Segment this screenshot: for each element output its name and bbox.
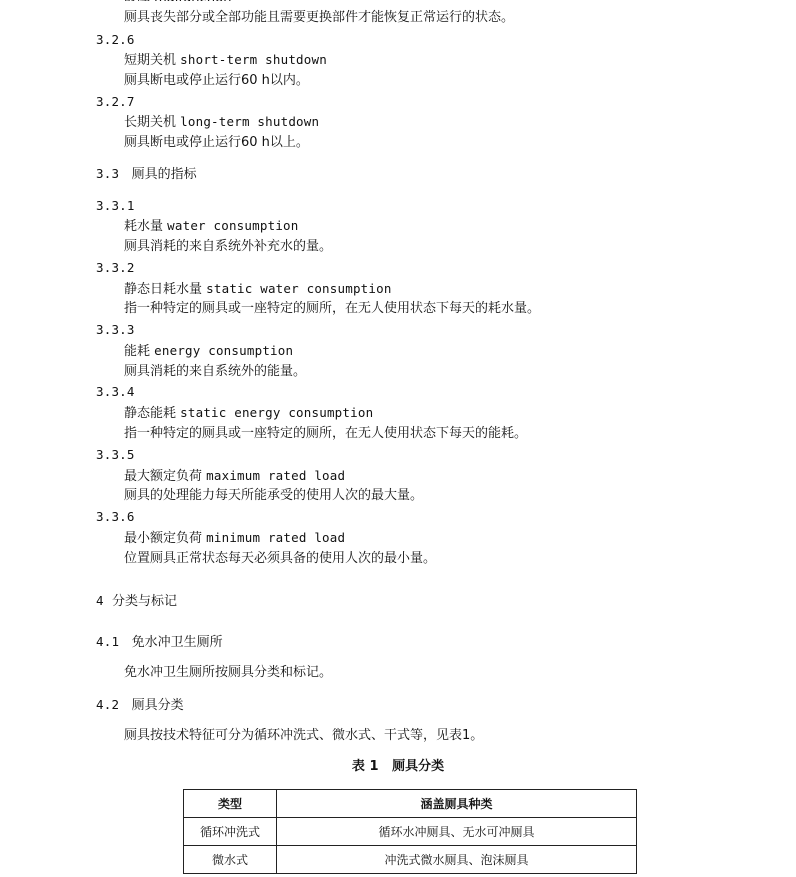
clause-number: 3.3.1 (96, 198, 135, 213)
term-heading: 最小额定负荷 minimum rated load (124, 530, 346, 546)
clause-number: 3.3.4 (96, 384, 135, 399)
definition-text: 厕具断电或停止运行60 h以上。 (124, 135, 309, 150)
term-heading: 静态日耗水量 static water consumption (124, 281, 392, 297)
definition-text: 厕具断电或停止运行60 h以内。 (124, 73, 309, 88)
definition-text: 指一种特定的厕具或一座特定的厕所，在无人使用状态下每天的能耗。 (124, 426, 528, 441)
table-cell: 循环水冲厕具、无水可冲厕具 (277, 818, 637, 846)
table-header-cell: 涵盖厕具种类 (277, 790, 637, 818)
table-cell: 冲洗式微水厕具、泡沫厕具 (277, 846, 637, 874)
clause-number: 3.3.6 (96, 509, 135, 524)
section-heading: 3.3 厕具的指标 (96, 166, 197, 182)
definition-text: 厕具消耗的来自系统外的能量。 (124, 364, 307, 379)
clipped-term-heading (124, 0, 231, 1)
term-heading: 长期关机 long-term shutdown (124, 114, 320, 130)
section-heading: 4.2 厕具分类 (96, 697, 184, 713)
term-heading: 短期关机 short-term shutdown (124, 52, 327, 68)
definition-text: 厕具丧失部分或全部功能且需要更换部件才能恢复正常运行的状态。 (124, 10, 515, 25)
classification-table (183, 789, 637, 874)
body-paragraph: 免水冲卫生厕所按厕具分类和标记。 (124, 665, 333, 680)
section-heading: 4.1 免水冲卫生厕所 (96, 634, 223, 650)
body-paragraph: 厕具按技术特征可分为循环冲洗式、微水式、干式等，见表1。 (124, 728, 484, 743)
table-caption: 表 1 厕具分类 (351, 759, 445, 774)
term-heading: 耗水量 water consumption (124, 218, 299, 234)
clause-number: 3.2.7 (96, 94, 135, 109)
clause-number: 3.3.5 (96, 447, 135, 462)
chapter-heading: 4 分类与标记 (96, 593, 178, 609)
table-row (184, 818, 637, 846)
clause-number: 3.3.3 (96, 322, 135, 337)
definition-text: 位置厕具正常状态每天必须具备的使用人次的最小量。 (124, 551, 437, 566)
clause-number: 3.2.6 (96, 32, 135, 47)
table-header-row (184, 790, 637, 818)
term-heading: 能耗 energy consumption (124, 343, 294, 359)
term-heading: 最大额定负荷 maximum rated load (124, 468, 346, 484)
table-header-cell: 类型 (184, 790, 277, 818)
table-cell: 微水式 (184, 846, 277, 874)
clause-number: 3.3.2 (96, 260, 135, 275)
definition-text: 指一种特定的厕具或一座特定的厕所，在无人使用状态下每天的耗水量。 (124, 301, 541, 316)
table-cell: 循环冲洗式 (184, 818, 277, 846)
term-heading: 静态能耗 static energy consumption (124, 405, 374, 421)
definition-text: 厕具的处理能力每天所能承受的使用人次的最大量。 (124, 488, 424, 503)
table-row (184, 846, 637, 874)
definition-text: 厕具消耗的来自系统外补充水的量。 (124, 239, 333, 254)
